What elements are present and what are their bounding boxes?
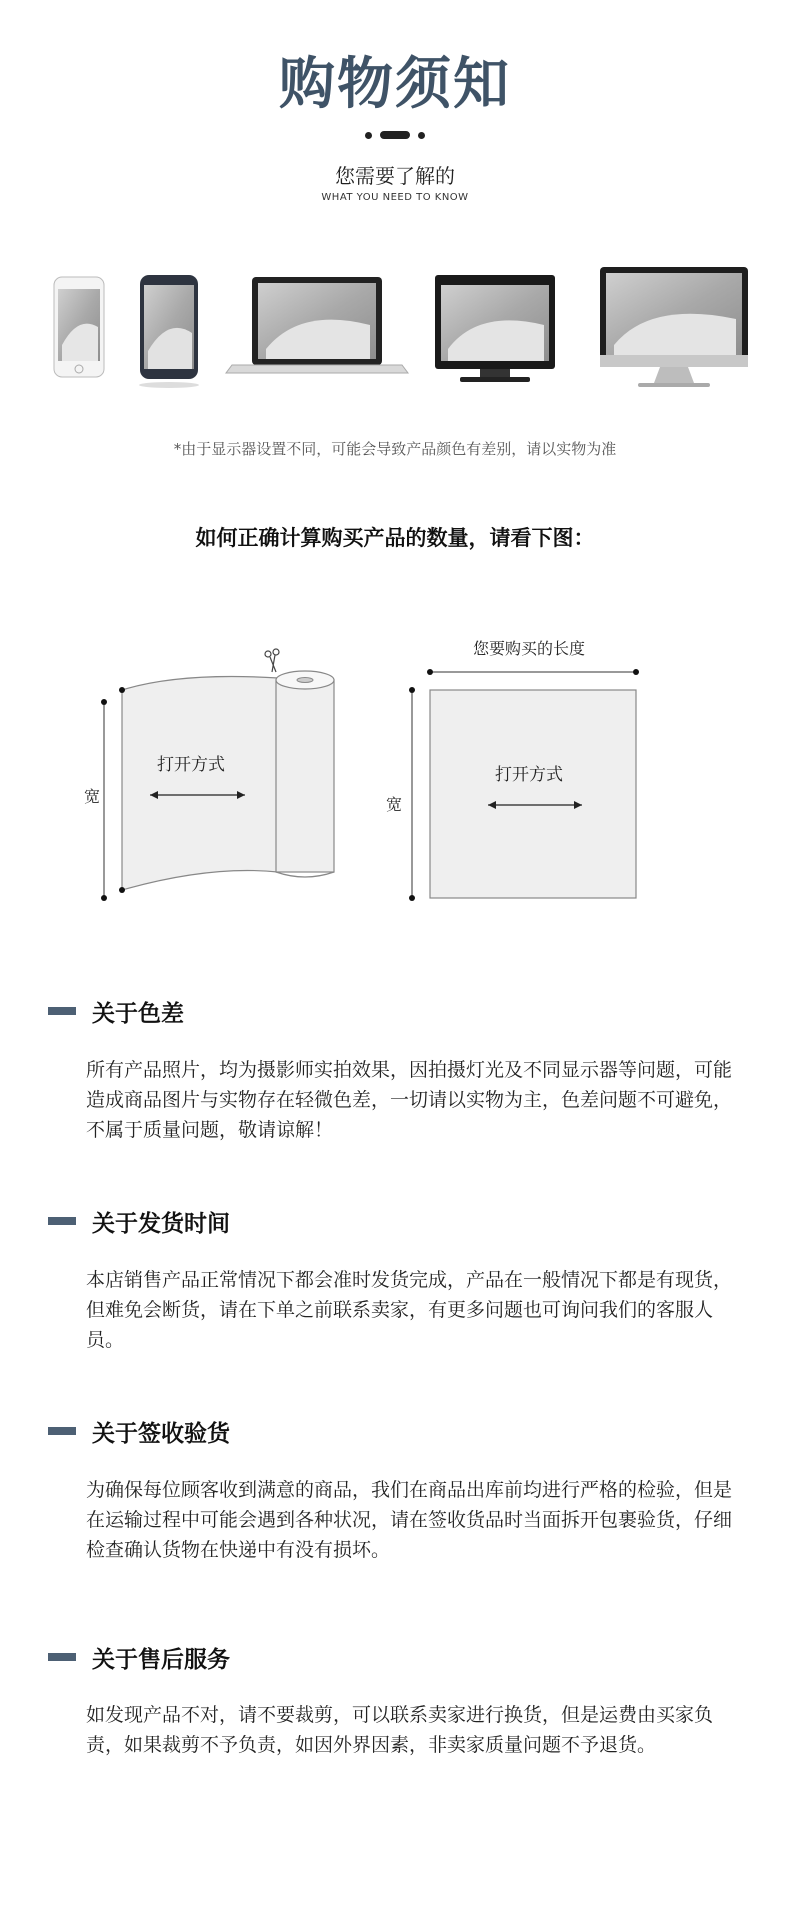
section-title-aftersales: 关于售后服务 bbox=[92, 1647, 230, 1673]
section-title-color: 关于色差 bbox=[92, 1001, 184, 1027]
section-title-shipping: 关于发货时间 bbox=[92, 1211, 230, 1237]
section-marker bbox=[48, 1427, 76, 1435]
imac-icon bbox=[600, 267, 748, 387]
section-body-shipping: 本店销售产品正常情况下都会准时发货完成，产品在一般情况下都是有现货，但难免会断货，请在下单之前联系卖家，有更多问题也可询问我们的客服人员。 bbox=[86, 1269, 733, 1351]
right-open-label: 打开方式 bbox=[495, 765, 563, 785]
devices-illustration bbox=[40, 255, 760, 405]
scissors-icon bbox=[265, 649, 279, 672]
section-title-inspection: 关于签收验货 bbox=[92, 1421, 230, 1447]
section-marker bbox=[48, 1007, 76, 1015]
divider-dot bbox=[418, 132, 425, 139]
display-notice: *由于显示器设置不同，可能会导致产品颜色有差别，请以实物为准 bbox=[173, 440, 617, 458]
subtitle: 您需要了解的 bbox=[335, 164, 455, 188]
section-marker bbox=[48, 1653, 76, 1661]
roll-illustration bbox=[101, 649, 334, 901]
left-open-label: 打开方式 bbox=[157, 755, 225, 775]
sheet-illustration bbox=[409, 669, 639, 901]
right-width-label: 宽 bbox=[386, 795, 403, 814]
section-marker bbox=[48, 1217, 76, 1225]
calc-heading: 如何正确计算购买产品的数量，请看下图： bbox=[195, 526, 595, 550]
divider-dash bbox=[380, 131, 410, 139]
left-width-label: 宽 bbox=[84, 787, 101, 806]
page-title: 购物须知 bbox=[279, 52, 511, 117]
right-length-label: 您要购买的长度 bbox=[473, 639, 586, 658]
phone-dark-icon bbox=[139, 275, 199, 388]
quantity-diagram bbox=[80, 610, 710, 910]
laptop-icon bbox=[226, 277, 408, 373]
section-body-color: 所有产品照片，均为摄影师实拍效果，因拍摄灯光及不同显示器等问题，可能造成商品图片与实物存在轻微色差，一切请以实物为主，色差问题不可避免，不属于质量问题，敬请谅解！ bbox=[86, 1059, 733, 1141]
section-body-inspection: 为确保每位顾客收到满意的商品，我们在商品出库前均进行严格的检验，但是在运输过程中可能会遇到各种状况，请在签收货品时当面拆开包裹验货，仔细检查确认货物在快递中有没有损坏。 bbox=[86, 1479, 733, 1561]
divider-dot bbox=[365, 132, 372, 139]
monitor-icon bbox=[435, 275, 555, 382]
subtitle-english: WHAT YOU NEED TO KNOW bbox=[321, 192, 469, 203]
title-divider bbox=[0, 128, 790, 142]
section-body-aftersales: 如发现产品不对，请不要裁剪，可以联系卖家进行换货，但是运费由买家负责，如果裁剪不予负责，如因外界因素，非卖家质量问题不予退货。 bbox=[86, 1704, 714, 1756]
phone-white-icon bbox=[54, 277, 104, 377]
